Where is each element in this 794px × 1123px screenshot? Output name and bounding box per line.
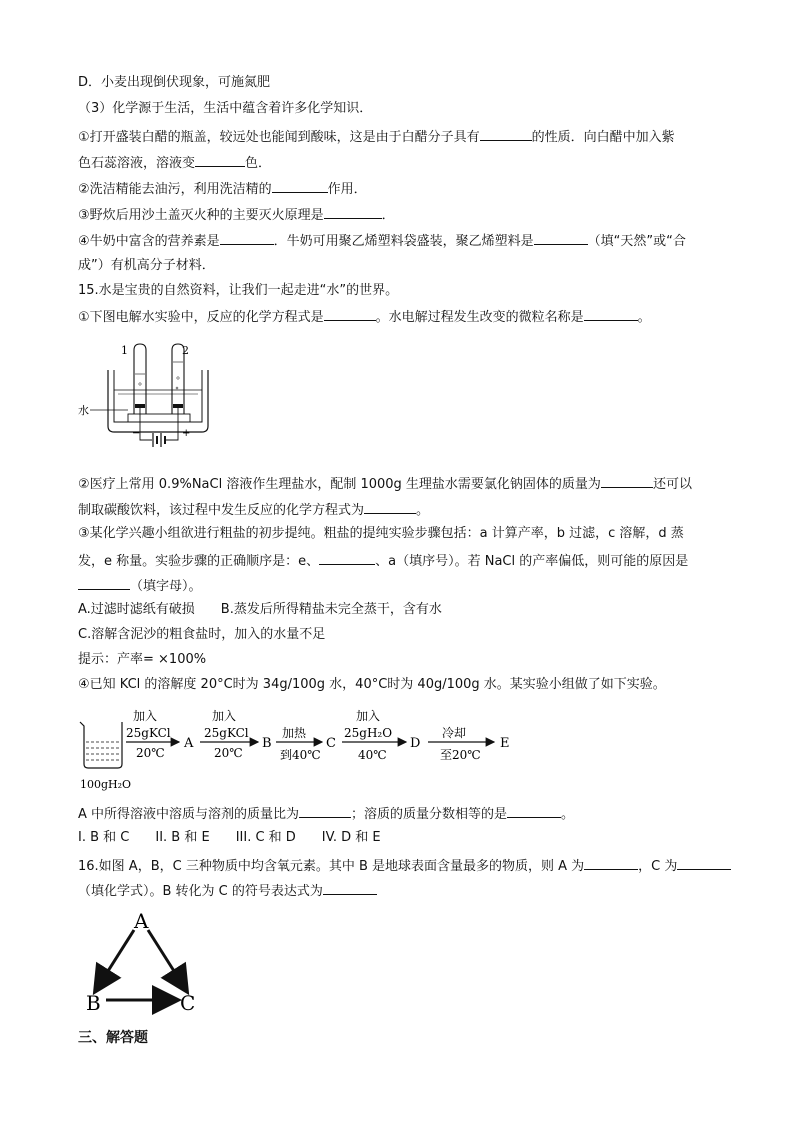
- answer-blank: [78, 575, 130, 590]
- answer-blank: [323, 880, 377, 895]
- answer-blank: [319, 550, 375, 565]
- answer-blank: [324, 204, 382, 219]
- step1-mid: 25gKCl: [126, 726, 171, 740]
- text-line: ③野炊后用沙土盖灭火种的主要灭火原理是 ．: [78, 204, 395, 226]
- answer-blank: [480, 126, 532, 141]
- question-15-title: 15.水是宝贵的自然资料，让我们一起走进“水”的世界。: [78, 283, 399, 298]
- text-line: （填字母）。: [78, 575, 202, 597]
- text-line: ①下图电解水实验中，反应的化学方程式是 。水电解过程发生改变的微粒名称是 。: [78, 306, 651, 328]
- answer-blank: [507, 803, 561, 818]
- kcl-flow-diagram: [76, 704, 536, 796]
- step2-mid: 25gKCl: [204, 726, 249, 740]
- answer-blank: [601, 473, 653, 488]
- answer-blank: [220, 230, 274, 245]
- step5-bot: 至20℃: [440, 748, 481, 762]
- step4-bot: 40℃: [358, 748, 387, 762]
- answer-blank: [364, 499, 416, 514]
- answer-blank: [195, 152, 245, 167]
- node-c-label: C: [180, 991, 196, 1015]
- text-line: ①打开盛装白醋的瓶盖，较远处也能闻到酸味，这是由于白醋分子具有 的性质．向白醋中加入紫: [78, 126, 675, 148]
- node-d: D: [410, 736, 421, 751]
- option-line: A.过滤时滤纸有破损 B.蒸发后所得精盐未完全蒸干，含有水: [78, 602, 442, 617]
- text-line: ②医疗上常用 0.9%NaCl 溶液作生理盐水，配制 1000g 生理盐水需要氯化钠固体的质量为 还可以: [78, 473, 692, 495]
- step3-bot: 到40℃: [280, 748, 321, 762]
- node-b: B: [262, 736, 272, 751]
- text-line: ③某化学兴趣小组欲进行粗盐的初步提纯。粗盐的提纯实验步骤包括：a 计算产率，b 过滤，c 溶解，d 蒸: [78, 526, 684, 541]
- text-line: D．小麦出现倒伏现象，可施氮肥: [78, 75, 271, 90]
- answer-blank: [584, 306, 638, 321]
- abc-triangle-diagram: [82, 906, 202, 1018]
- section-heading: 三、解答题: [78, 1030, 148, 1046]
- text-line: 色石蕊溶液，溶液变 色．: [78, 152, 271, 174]
- text-line: 制取碳酸饮料，该过程中发生反应的化学方程式为 。: [78, 499, 429, 521]
- answer-blank: [324, 306, 376, 321]
- tube-1-label: 1: [121, 344, 128, 357]
- text-line: （3）化学源于生活，生活中蕴含着许多化学知识．: [78, 101, 373, 116]
- text-line: ④已知 KCl 的溶解度 20°C时为 34g/100g 水，40°C时为 40g/100g 水。某实验小组做了如下实验。: [78, 677, 666, 692]
- node-a: A: [184, 736, 194, 751]
- text-line: ②洗洁精能去油污，利用洗洁精的 作用．: [78, 178, 367, 200]
- node-c: C: [326, 736, 336, 751]
- answer-blank: [677, 855, 731, 870]
- node-a-label: A: [134, 909, 149, 933]
- answer-blank: [584, 855, 638, 870]
- step4-top: 加入: [356, 709, 381, 723]
- step5-top: 冷却: [442, 726, 467, 740]
- step2-bot: 20℃: [214, 746, 243, 760]
- step1-top: 加入: [133, 709, 158, 723]
- text-line: （填化学式）。B 转化为 C 的符号表达式为: [78, 880, 377, 902]
- option-line: C.溶解含泥沙的粗食盐时，加入的水量不足: [78, 627, 326, 642]
- step1-bot: 20℃: [136, 746, 165, 760]
- answer-blank: [272, 178, 328, 193]
- answer-blank: [534, 230, 588, 245]
- node-e: E: [500, 736, 510, 751]
- option-line: I. B 和 C II. B 和 E III. C 和 D IV. D 和 E: [78, 830, 381, 845]
- text-line: 成”）有机高分子材料．: [78, 258, 215, 273]
- step2-top: 加入: [212, 709, 237, 723]
- hint-line: 提示：产率= ×100%: [78, 652, 207, 667]
- question-16: 16.如图 A，B，C 三种物质中均含氧元素。其中 B 是地球表面含量最多的物质，则 A 为 ，C 为: [78, 855, 731, 877]
- node-b-label: B: [86, 991, 101, 1015]
- negative-label: −: [132, 428, 141, 439]
- text-line: 发，e 称量。实验步骤的正确顺序是：e、 、a（填序号）。若 NaCl 的产率偏低，则可能的原因是: [78, 550, 688, 572]
- text-line: ④牛奶中富含的营养素是 ．牛奶可用聚乙烯塑料袋盛装，聚乙烯塑料是 （填“天然”或“合: [78, 230, 686, 252]
- step4-mid: 25gH₂O: [344, 726, 393, 740]
- beaker-label: 100gH₂O: [80, 778, 132, 791]
- answer-blank: [299, 803, 351, 818]
- tube-2-label: 2: [182, 344, 189, 357]
- water-label: 水: [78, 404, 89, 417]
- text-line: A 中所得溶液中溶质与溶剂的质量比为 ；溶质的质量分数相等的是 。: [78, 803, 574, 825]
- step3-top: 加热: [282, 726, 307, 740]
- positive-label: +: [182, 428, 191, 439]
- electrolysis-diagram: [74, 336, 214, 460]
